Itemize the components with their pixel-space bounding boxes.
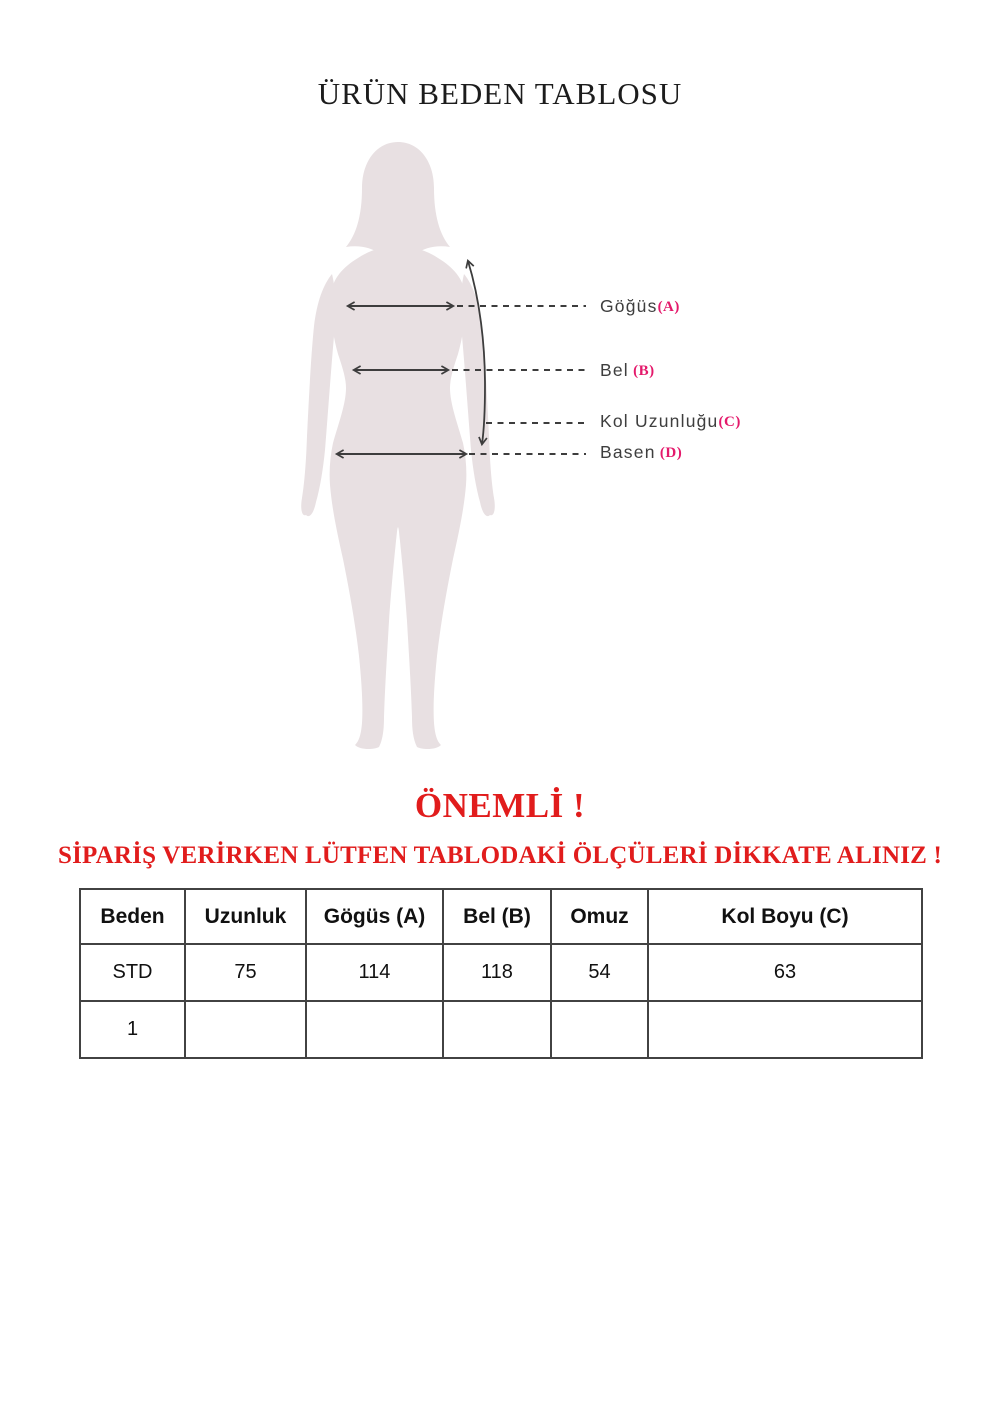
cell-bel: [443, 1001, 551, 1058]
female-silhouette-icon: [301, 142, 495, 749]
size-table: [79, 888, 923, 1059]
label-chest-letter: (A): [657, 299, 680, 315]
header-bel: Bel (B): [443, 889, 551, 944]
table-row: [80, 1001, 922, 1058]
label-arm-length-text: Kol Uzunluğu: [600, 411, 719, 431]
table-row: [80, 944, 922, 1001]
header-gogus: Gögüs (A): [306, 889, 443, 944]
important-heading: ÖNEMLİ !: [414, 786, 586, 825]
cell-gogus: [306, 1001, 443, 1058]
label-waist-text: Bel: [600, 360, 629, 380]
cell-bel: 118: [443, 944, 551, 1001]
label-hip-text: Basen: [600, 442, 656, 462]
label-waist: [600, 358, 655, 382]
cell-beden: STD: [80, 944, 185, 1001]
header-beden: Beden: [80, 889, 185, 944]
label-chest: [600, 294, 680, 318]
cell-gogus: 114: [306, 944, 443, 1001]
cell-omuz: 54: [551, 944, 648, 1001]
cell-kol-boyu: 63: [648, 944, 922, 1001]
label-waist-letter: (B): [628, 363, 655, 379]
label-arm-length: [600, 409, 741, 433]
header-uzunluk: Uzunluk: [185, 889, 306, 944]
body-measurement-diagram: [0, 130, 1000, 780]
header-omuz: Omuz: [551, 889, 648, 944]
page-title: ÜRÜN BEDEN TABLOSU: [317, 76, 683, 111]
cell-beden: 1: [80, 1001, 185, 1058]
label-hip-letter: (D): [655, 445, 683, 461]
cell-uzunluk: 75: [185, 944, 306, 1001]
label-chest-text: Göğüs: [600, 296, 658, 316]
cell-kol-boyu: [648, 1001, 922, 1058]
cell-omuz: [551, 1001, 648, 1058]
size-table-header-row: [80, 889, 922, 944]
cell-uzunluk: [185, 1001, 306, 1058]
order-warning-text: SİPARİŞ VERİRKEN LÜTFEN TABLODAKİ ÖLÇÜLERİ DİKKATE ALINIZ !: [58, 842, 942, 869]
label-arm-length-letter: (C): [718, 414, 741, 430]
label-hip: [600, 440, 682, 464]
header-kol-boyu: Kol Boyu (C): [648, 889, 922, 944]
